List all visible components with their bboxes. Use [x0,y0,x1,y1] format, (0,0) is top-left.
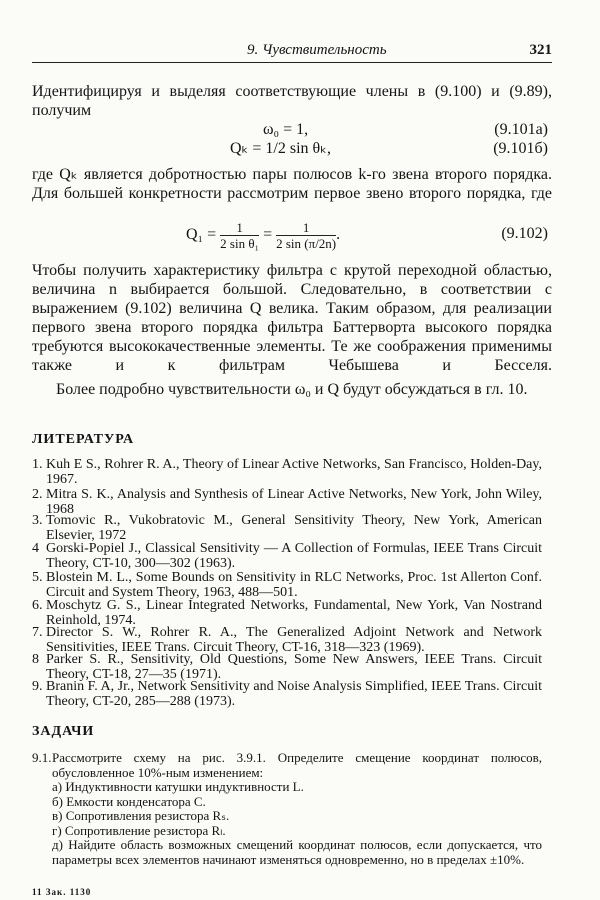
reference-text: Gorski-Popiel J., Classical Sensitivity — A Collection of Formulas, IEEE Trans Circuit Theory, CT-10, 300—302 (1963). [46,541,542,571]
page-number: 321 [529,42,552,58]
reference-number: 4 [32,541,39,556]
reference-text: Director S. W., Rohrer R. A., The Generalized Adjoint Network and Network Sensitivities, IEEE Trans. Circuit Theory, CT-16, 318—323 (1969). [46,625,542,655]
paragraph-butterworth: Чтобы получить характеристику фильтра с крутой переходной областью, величина n выбирается большой. Следовательно, в соответствии с выражением (9.102) величина Q велика. Таким образом, для реализации первого звена второго порядка фильтра Баттерворта высокого порядка требуются высококачественные элементы. Те же соображения применимы также и к фильтрам Чебышева и Бесселя. [32,262,552,374]
reference-7 [32,625,542,655]
task-item-b: б) Емкости конденсатора C. [52,793,206,809]
equation-9-101a: ω₀ = 1, [263,121,309,138]
task-item-v: в) Сопротивления резистора Rₛ. [52,808,230,823]
chapter-title: 9. Чувствительность [247,42,387,58]
task-item-d [32,838,542,867]
reference-number: 6. [32,598,43,613]
intro-paragraph: Идентифицируя и выделяя соответствующие члены в (9.100) и (9.89), получим [32,83,552,119]
reference-4 [32,541,542,571]
task-9-1 [32,751,542,780]
task-item-d-text: д) Найдите область возможных смещений координат полюсов, если допускается, что параметры всех элементов начинают изменяться одновременно, но в пределах ±10%. [52,837,542,867]
reference-number: 8 [32,652,39,667]
reference-text: Kuh E S., Rohrer R. A., Theory of Linear Active Networks, San Francisco, Holden-Day, 1967. [46,457,542,487]
reference-1 [32,457,542,487]
equation-9-101b: Qₖ = 1/2 sin θₖ, [230,140,331,157]
reference-text: Mitra S. K., Analysis and Synthesis of Linear Active Networks, New York, John Wiley, 1968 [46,487,542,517]
reference-8 [32,652,542,682]
fraction-2 [276,220,336,251]
header-rule [32,62,552,63]
literature-heading: ЛИТЕРАТУРА [32,432,135,447]
reference-number: 1. [32,457,43,472]
task-number: 9.1. [32,750,52,765]
reference-3 [32,513,542,543]
equation-number-9-101a: (9.101а) [494,121,548,138]
fraction-2-numerator: 1 [276,220,336,236]
paragraph-qk: где Qₖ является добротностью пары полюсов k-го звена второго порядка. Для большей конкретности рассмотрим первое звено второго порядка, где [32,166,552,202]
task-item-a: а) Индуктивности катушки индуктивности L. [52,779,304,794]
reference-number: 7. [32,625,43,640]
reference-text: Tomovic R., Vukobratovic M., General Sensitivity Theory, New York, American Elsevier, 1972 [46,513,542,543]
fraction-1-numerator: 1 [220,220,259,236]
task-text: Рассмотрите схему на рис. 3.9.1. Определите смещение координат полюсов, обусловленное 10%-ным изменением: [52,750,542,780]
equation-number-9-101b: (9.101б) [493,140,548,157]
tasks-heading: ЗАДАЧИ [32,724,95,739]
paragraph-chapter-ref: Более подробно чувствительности ω₀ и Q будут обсуждаться в гл. 10. [56,381,528,398]
reference-9 [32,679,542,709]
reference-number: 3. [32,513,43,528]
reference-text: Blostein M. L., Some Bounds on Sensitivity in RLC Networks, Proc. 1st Allerton Conf. Circuit and System Theory, 1963, 488—501. [46,570,542,600]
task-item-g: г) Сопротивление резистора Rₗ. [52,822,226,838]
reference-number: 9. [32,679,43,694]
eq-equals: = [263,226,273,244]
fraction-1-denominator: 2 sin θ₁ [220,236,260,251]
reference-number: 2. [32,487,43,502]
running-header [32,40,552,64]
eq-lhs: Q₁ = [186,226,217,244]
equation-number-9-102: (9.102) [501,225,548,242]
reference-text: Parker S. R., Sensitivity, Old Questions, Some New Answers, IEEE Trans. Circuit Theory, CT-18, 27—35 (1971). [46,652,542,682]
fraction-2-denominator: 2 sin (π/2n) [276,236,337,251]
print-signature: 11 Зак. 1130 [32,887,92,897]
reference-number: 5. [32,570,43,585]
reference-text: Moschytz G. S., Linear Integrated Networks, Fundamental, New York, Van Nostrand Reinhold, 1974. [46,598,542,628]
eq-tail: . [336,226,341,244]
reference-5 [32,570,542,600]
fraction-1 [220,220,259,251]
reference-6 [32,598,542,628]
equation-9-102 [186,220,340,251]
reference-text: Branin F. A, Jr., Network Sensitivity and Noise Analysis Simplified, IEEE Trans. Circuit Theory, CT-20, 285—288 (1973). [46,679,542,709]
